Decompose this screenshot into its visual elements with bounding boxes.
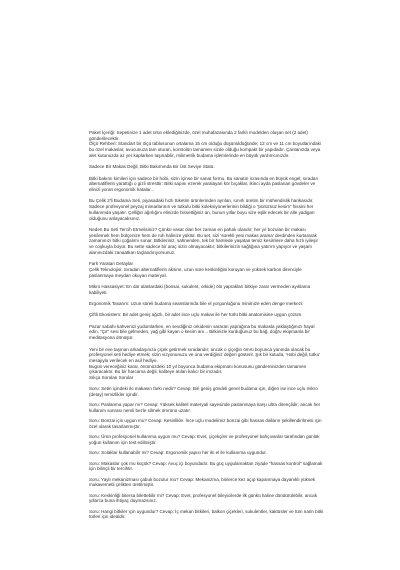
paragraph: Sıkça Sorulan Sorular (89, 375, 134, 381)
paragraph: Çelik Teknolojisi: Sıradan alternatiflerin aksine, uzun süre keskinliğini koruyan ve yüksek karbon direnciyle paslanmaya meydan okuyan materyal. (89, 266, 302, 278)
paragraph: Yeni bir eve taşınan arkadaşınıza çiçek getirmek sıradandır; ancak o çiçeğin ömrü boyunca yanında olacak bu profesyonel seti hediye etmek; sizin vizyonunuzu ve ona verdiğiniz değeri gösterir. Şık bir kutuda, 'Hobi değil, tutku' mesajıyla verilecek en asil hediye. (89, 346, 320, 363)
faq-item: Soru: Setin içindeki iki makasın farkı nedir? Cevap: Biri geniş gövdeli genel budama için, diğeri ise ince uçlu mikro (detay) temizlikler içindir. (89, 386, 318, 398)
faq-item: Soru: Hangi bitkiler için uygundur? Cevap: İç mekan bitkileri, balkon çiçekleri, sukulentler, kaktüsler ve tüm narin bitki türleri için idealdir. (89, 508, 324, 520)
faq-item: Soru: Makaslar çok mu küçük? Cevap: Avuç içi boyundadır. Bu güç uygulamaktan ziyade "hassas kontrol" sağlamak için bilinçli bir tercihtir. (89, 460, 323, 472)
faq-item: Soru: Ürün profesyonel kullanıma uygun mu? Cevap: Evet, çiçekçiler ve profesyonel bahçıvanlar tarafından günlük yoğun kullanım için test edilmiştir. (89, 434, 320, 446)
paragraph: Paket İçeriği: Sepetinize 1 adet ürün eklediğinizde, özel muhafazasında 2 farklı modelden oluşan set (2 adet) gönderilecektir. (89, 130, 308, 141)
paragraph: Ergonomik Tasarım: Uzun süreli budama seanslarında bile el yorgunluğunu minimize eden denge merkezi. (89, 300, 304, 306)
paragraph: Fark Yaratan Detaylar (89, 261, 134, 267)
faq-item: Soru: Bonzai için uygun mu? Cevap: Kesinlikle. İnce uçlu modelimiz bonzai gibi hassas dalların şekillendirilmesi için özel olarak tasarlanmıştır. (89, 418, 322, 430)
paragraph: Ölçü Rehberi: Standart bir ölçü tablosunun ortalama 15 cm olduğu düşünüldüğünde; 12 cm ve 11 cm boyutlarındaki bu özel makaslar, avucunuza tam oturan, kontrolün tamamen sizde olduğu kompakt bir yapıdadır. Çantanızda veya alet kutunuzda az yer kaplarken taşınabilir, milimetrik budama işlemlerinde en büyük yardımcınızdır. (89, 141, 321, 158)
paragraph: Neden Bu Seti Tercih Etmelisiniz? Çünkü vasat olan her zaman en pahalı olandır; her yıl bozulan bir makası yenilemek hem bütçenize hem de ruh halinize yüktür. Bu set, sizi 'sürekli yeni makas arama' derdinden kurtararak zamanınızı bitki çoğalımı sunar. Bitkileriniz, sahnenden, tek bir hamlede yaşatan temiz kesimlere daha hızlı iyileşir ve coşkuyla büyür. Bu sette sadece bir araç sizin olmayacaktır; bitkilerinizin sağlığına yatırım yapıyor ve yaşam alanınızdaki zanaatkarı taçlandırıyorsunuz. (89, 226, 318, 255)
faq-item: Soru: Keskinliği bitersa bilettebilir mi? Cevap: Evet, profesyonel bileyicilerde ilk günkü haline döndürülebilir, ancak yıllarca buna ihtiyaç duymazsınız. (89, 492, 317, 504)
product-description-document (89, 130, 324, 525)
paragraph: Çiftli Ekosistem: Bir adet geniş ağızlı, bir adet ince uçlu makas ile her türlü bitki anatomisine uygun çözüm. (89, 312, 303, 318)
faq-item: Soru: Paslanma yapar mı? Cevap: Yüksek kaliteli materyali sayesinde paslanmaya karşı ultra dirençlidir; ancak her kullanım sonrası nemli bezle silmek ömrünü uzatır. (89, 402, 321, 414)
faq-item: Soru: Yaylı mekanizması çabuk bozulur mu? Cevap: Mekanizma, binlerce kez açıp kapanmaya dayanıklı yüksek mukavemetli çelikten üretilmiştir. (89, 476, 316, 488)
paragraph: Mikro Hassasiyet: En dar alanlardaki (bonsai, sukulent, orkide) ölü yaprakları bitkiye zarar vermeden ayıklama kabiliyeti. (89, 283, 311, 295)
paragraph: Pazar sabahı kahvenizi yudumlarken, en sevdiğiniz orkidenin sararan yaprağına bu makasla yaklaştığınızı hayal edin. "Çıt" sesi bile gelmeden, yağ gibi kayan o kesim anı... Bitkinizle kurduğunuz bu bağ, doğru ekipmanla bir meditasyona dönüşür. (89, 323, 315, 341)
paragraph: Sadece Bir Makas Değil, Bitki Bakımında Bir Üst Seviye Statü. (89, 164, 215, 170)
faq-item: Soru: Solaklar kullanabilir mi? Cevap: Ergonomik yapısı her iki el ile kullanıma uygundur. (89, 450, 267, 456)
paragraph: Bugün vereceğiniz karar, önümüzdeki 10 yıl boyunca budama ekipmanı konusunu gündeminizden tamamen çıkaracaktır. Bu bir harcama değil, kaliteye atılan kalıcı bir imzadır. (89, 363, 307, 375)
paragraph: Bitki bakımı kimileri için sadece bir hobi, sizin içinse bir sanat formu. Bu sanatın icrasında en büyük engel, sıradan alternatiflerin yarattığı o gizli stresttir: Bitki sapını ezerek yaralayan kör bıçaklar, ikinci ayda paslanan gövdeler ve elinizi yoran ergonomik hatalar... (89, 175, 318, 192)
paragraph: Bu Çelik 2'li Budama Seti, piyasadaki hızlı tüketim ürünlerinden ayrılan, sınırlı üretim bir mühendislik harikasıdır. Sadece profesyonel peyzaj mimarlarının ve tutkulu bitki koleksiyonerlerinin bildiği o "pürüzsüz kesim" hissini her kullanımda yaşatır. Çelliğin ağırlığını elinizde hissettiğiniz an, bunun yıllar boyu size eşlik edecek bir alle yadigarı olduğunu anlayacaksınız. (89, 198, 315, 221)
